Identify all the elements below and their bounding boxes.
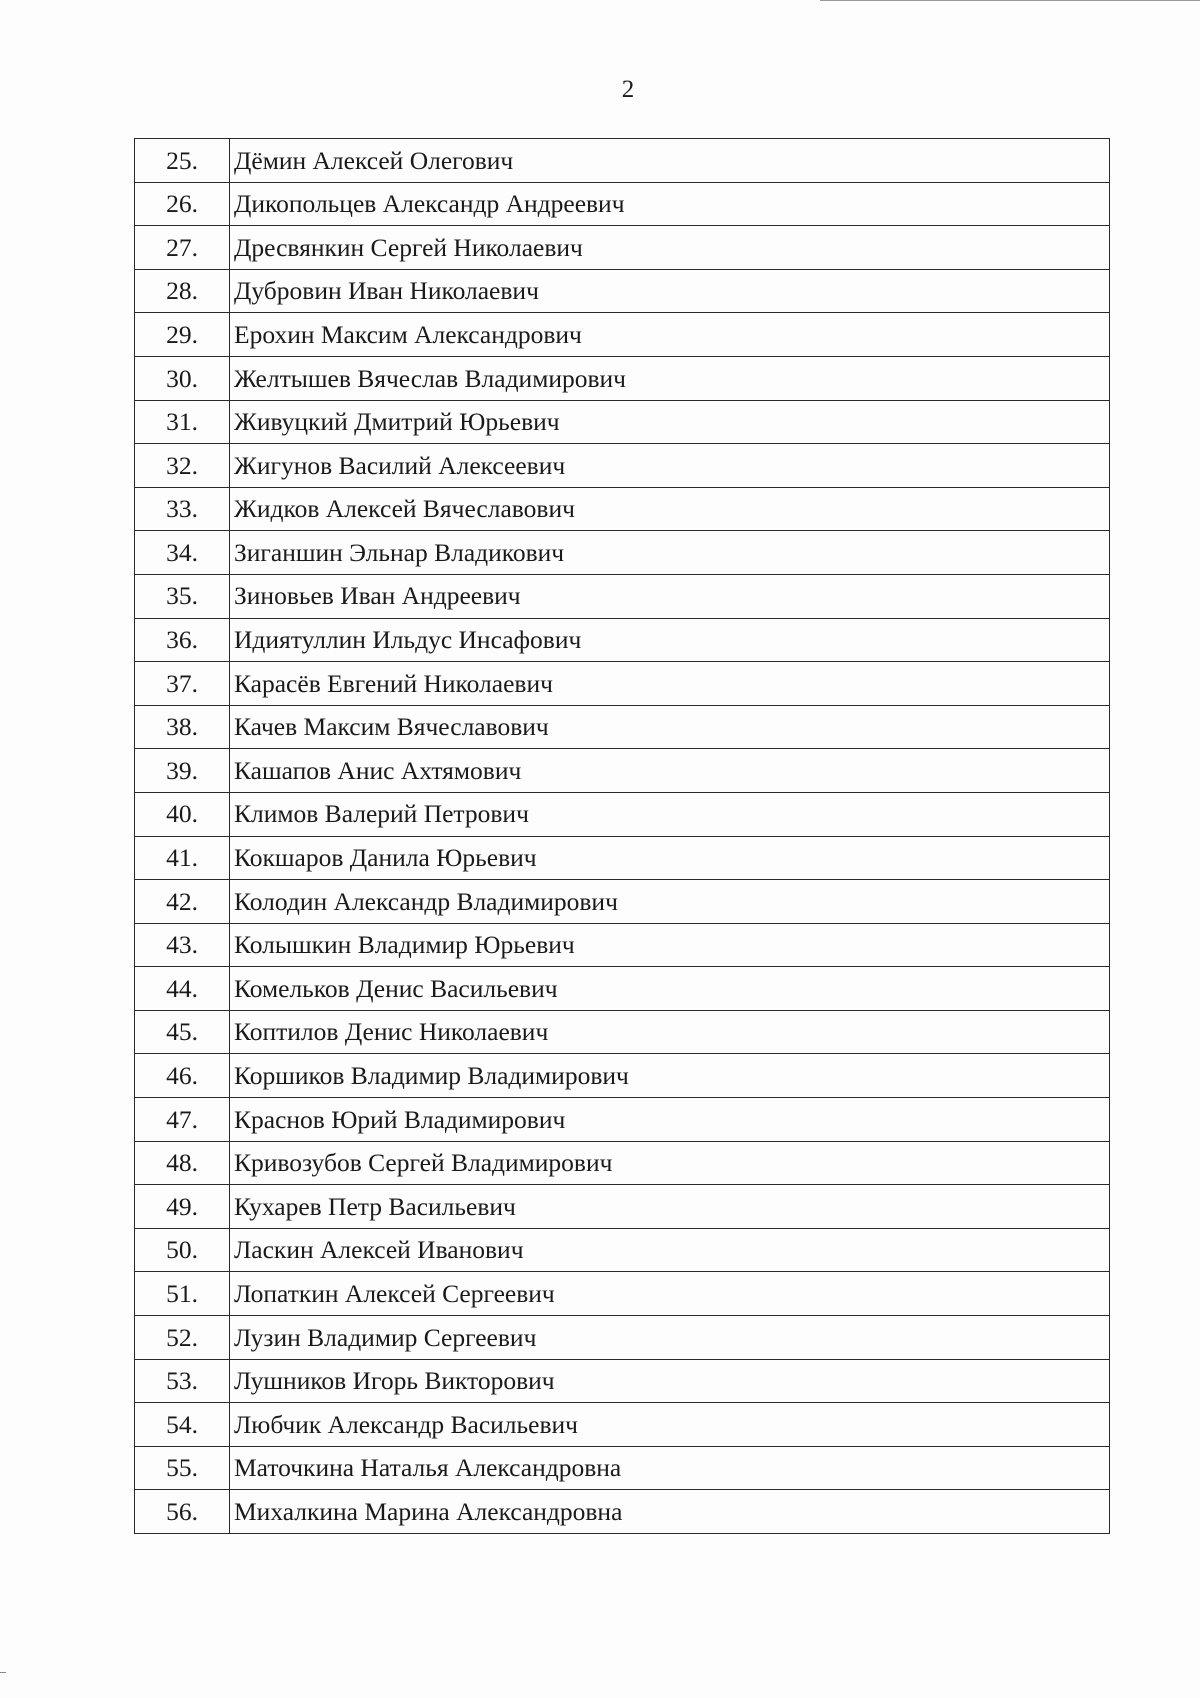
table-row [135, 487, 1110, 531]
table-row [135, 269, 1110, 313]
person-name: Качев Максим Вячеславович [230, 705, 1110, 749]
scan-mark [0, 1672, 6, 1673]
table-row [135, 662, 1110, 706]
row-number: 47. [135, 1098, 230, 1142]
person-name: Кокшаров Данила Юрьевич [230, 836, 1110, 880]
row-number: 38. [135, 705, 230, 749]
row-number: 25. [135, 139, 230, 183]
person-name: Дресвянкин Сергей Николаевич [230, 226, 1110, 270]
table-row [135, 1403, 1110, 1447]
table-row [135, 749, 1110, 793]
person-name: Любчик Александр Васильевич [230, 1403, 1110, 1447]
table-row [135, 444, 1110, 488]
person-name: Коптилов Денис Николаевич [230, 1010, 1110, 1054]
row-number: 50. [135, 1228, 230, 1272]
table-row [135, 1272, 1110, 1316]
person-name: Комельков Денис Васильевич [230, 967, 1110, 1011]
person-name: Климов Валерий Петрович [230, 792, 1110, 836]
row-number: 32. [135, 444, 230, 488]
person-name: Ерохин Максим Александрович [230, 313, 1110, 357]
table-row [135, 792, 1110, 836]
row-number: 26. [135, 182, 230, 226]
person-name: Лопаткин Алексей Сергеевич [230, 1272, 1110, 1316]
person-name: Кривозубов Сергей Владимирович [230, 1141, 1110, 1185]
table-row [135, 967, 1110, 1011]
row-number: 31. [135, 400, 230, 444]
row-number: 43. [135, 923, 230, 967]
person-name: Кашапов Анис Ахтямович [230, 749, 1110, 793]
person-name: Дубровин Иван Николаевич [230, 269, 1110, 313]
person-name: Живуцкий Дмитрий Юрьевич [230, 400, 1110, 444]
table-row [135, 531, 1110, 575]
table-row [135, 1316, 1110, 1360]
person-name: Ласкин Алексей Иванович [230, 1228, 1110, 1272]
person-name: Коршиков Владимир Владимирович [230, 1054, 1110, 1098]
row-number: 56. [135, 1490, 230, 1534]
person-name: Жигунов Василий Алексеевич [230, 444, 1110, 488]
table-row [135, 1141, 1110, 1185]
table-row [135, 705, 1110, 749]
person-name: Дикопольцев Александр Андреевич [230, 182, 1110, 226]
page-number: 2 [621, 76, 635, 103]
table-row [135, 356, 1110, 400]
row-number: 45. [135, 1010, 230, 1054]
row-number: 53. [135, 1359, 230, 1403]
row-number: 29. [135, 313, 230, 357]
row-number: 52. [135, 1316, 230, 1360]
table-row [135, 400, 1110, 444]
person-name: Маточкина Наталья Александровна [230, 1446, 1110, 1490]
person-name: Жидков Алексей Вячеславович [230, 487, 1110, 531]
row-number: 55. [135, 1446, 230, 1490]
table-row [135, 1228, 1110, 1272]
table-row [135, 1446, 1110, 1490]
person-name: Зиновьев Иван Андреевич [230, 574, 1110, 618]
names-table-body [135, 139, 1110, 1534]
row-number: 35. [135, 574, 230, 618]
row-number: 39. [135, 749, 230, 793]
row-number: 41. [135, 836, 230, 880]
row-number: 30. [135, 356, 230, 400]
row-number: 27. [135, 226, 230, 270]
person-name: Колышкин Владимир Юрьевич [230, 923, 1110, 967]
person-name: Карасёв Евгений Николаевич [230, 662, 1110, 706]
row-number: 33. [135, 487, 230, 531]
table-row [135, 1010, 1110, 1054]
row-number: 37. [135, 662, 230, 706]
row-number: 42. [135, 880, 230, 924]
table-row [135, 139, 1110, 183]
row-number: 34. [135, 531, 230, 575]
person-name: Лузин Владимир Сергеевич [230, 1316, 1110, 1360]
row-number: 36. [135, 618, 230, 662]
row-number: 46. [135, 1054, 230, 1098]
person-name: Лушников Игорь Викторович [230, 1359, 1110, 1403]
row-number: 48. [135, 1141, 230, 1185]
table-row [135, 880, 1110, 924]
scan-edge-line [820, 0, 1200, 1]
table-row [135, 313, 1110, 357]
table-row [135, 1490, 1110, 1534]
row-number: 51. [135, 1272, 230, 1316]
table-row [135, 1185, 1110, 1229]
table-row [135, 1098, 1110, 1142]
table-row [135, 618, 1110, 662]
person-name: Дёмин Алексей Олегович [230, 139, 1110, 183]
person-name: Михалкина Марина Александровна [230, 1490, 1110, 1534]
person-name: Зиганшин Эльнар Владикович [230, 531, 1110, 575]
row-number: 54. [135, 1403, 230, 1447]
person-name: Желтышев Вячеслав Владимирович [230, 356, 1110, 400]
row-number: 40. [135, 792, 230, 836]
person-name: Идиятуллин Ильдус Инсафович [230, 618, 1110, 662]
table-row [135, 923, 1110, 967]
table-row [135, 182, 1110, 226]
person-name: Краснов Юрий Владимирович [230, 1098, 1110, 1142]
row-number: 49. [135, 1185, 230, 1229]
table-row [135, 226, 1110, 270]
table-row [135, 1054, 1110, 1098]
names-table [134, 138, 1110, 1534]
table-row [135, 574, 1110, 618]
person-name: Колодин Александр Владимирович [230, 880, 1110, 924]
table-row [135, 1359, 1110, 1403]
row-number: 44. [135, 967, 230, 1011]
row-number: 28. [135, 269, 230, 313]
table-row [135, 836, 1110, 880]
person-name: Кухарев Петр Васильевич [230, 1185, 1110, 1229]
